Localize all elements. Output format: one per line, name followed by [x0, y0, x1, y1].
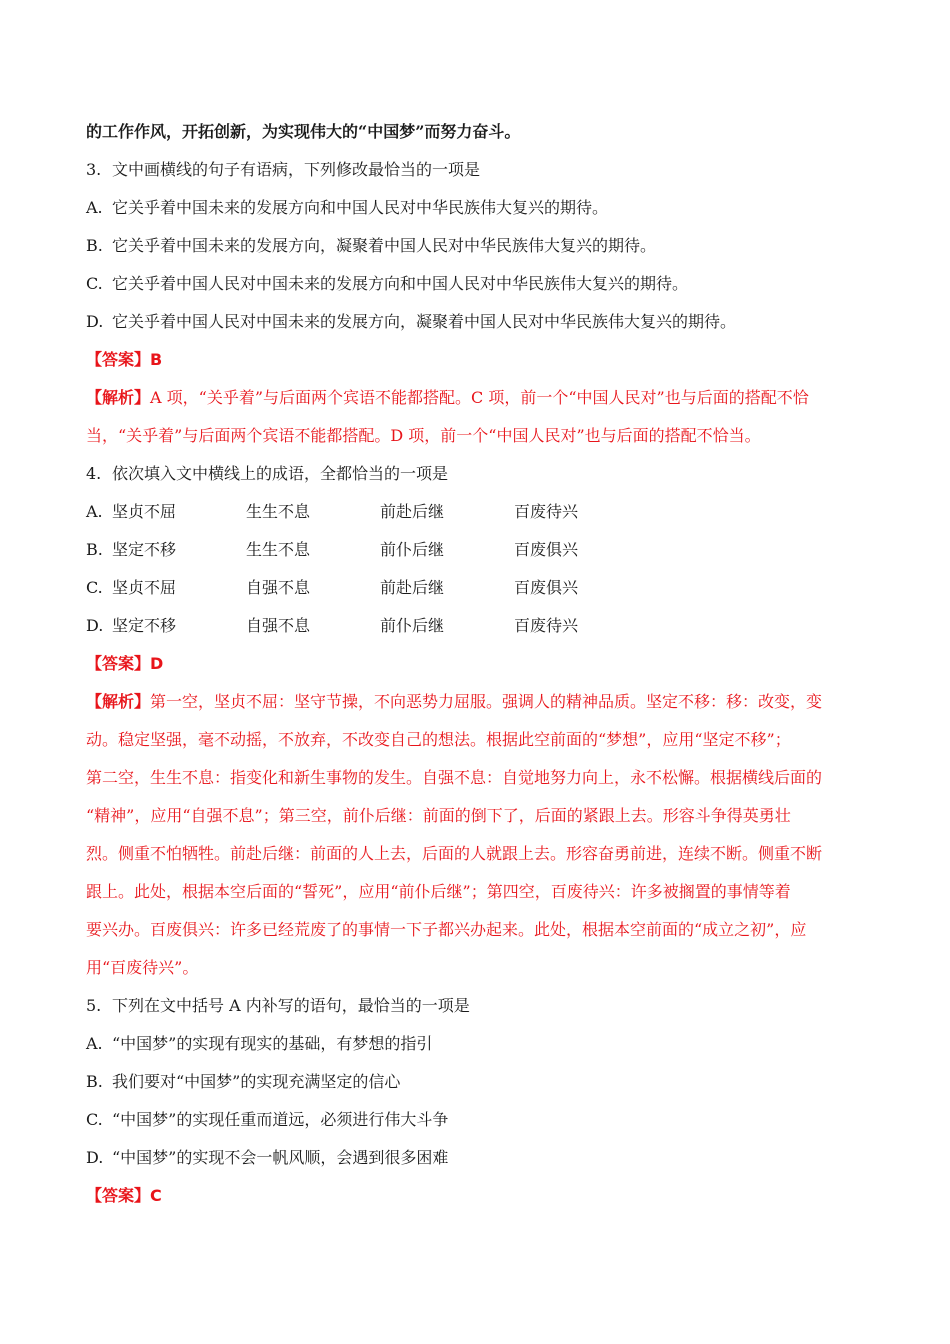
idiom-cell: 生生不息	[246, 502, 311, 521]
option-text: 它关乎着中国未来的发展方向和中国人民对中华民族伟大复兴的期待。	[112, 198, 609, 217]
idiom-cell: 生生不息	[246, 540, 311, 559]
q3-analysis-line-1	[86, 387, 876, 409]
option-letter: A.	[86, 198, 103, 217]
q5-stem	[86, 995, 876, 1017]
option-letter: B.	[86, 1072, 103, 1091]
intro-line: 的工作作风，开拓创新，为实现伟大的“中国梦”而努力奋斗。	[86, 122, 521, 141]
q4-answer	[86, 653, 876, 675]
q5-option-b	[86, 1071, 876, 1093]
idiom-cell: 坚定不移	[112, 616, 177, 635]
q4-analysis-line-2: 动。稳定坚强，毫不动摇，不放弃，不改变自己的想法。根据此空前面的“梦想”，应用“坚定不移”；	[86, 730, 791, 749]
idiom-cell: 坚贞不屈	[112, 578, 177, 597]
q3-option-d	[86, 311, 876, 333]
idiom-cell: 百废俱兴	[514, 540, 579, 559]
idiom-cell: 前仆后继	[380, 616, 445, 635]
q3-stem	[86, 159, 876, 181]
option-text: “中国梦”的实现有现实的基础，有梦想的指引	[112, 1034, 433, 1053]
q3-option-b	[86, 235, 876, 257]
answer-value: D	[150, 654, 164, 673]
option-letter: C.	[86, 274, 103, 293]
option-text: 它关乎着中国人民对中国未来的发展方向，凝聚着中国人民对中华民族伟大复兴的期待。	[112, 312, 737, 331]
q5-answer	[86, 1185, 876, 1207]
option-letter: D.	[86, 312, 104, 331]
q4-analysis-line-8: 用“百废待兴”。	[86, 958, 199, 977]
q4-option-a	[86, 501, 876, 523]
option-text: “中国梦”的实现不会一帆风顺，会遇到很多困难	[112, 1148, 449, 1167]
analysis-text: 第一空，坚贞不屈：坚守节操，不向恶势力屈服。强调人的精神品质。坚定不移：移：改变，变	[150, 692, 823, 711]
idiom-cell: 自强不息	[246, 578, 311, 597]
analysis-tag: 【解析】	[86, 388, 151, 407]
q3-stem-text: 文中画横线的句子有语病，下列修改最恰当的一项是	[112, 160, 481, 179]
q4-analysis-line-5: 烈。侧重不怕牺牲。前赴后继：前面的人上去，后面的人就跟上去。形容奋勇前进，连续不断。侧重不断	[86, 844, 823, 863]
q4-option-b	[86, 539, 876, 561]
q5-option-a	[86, 1033, 876, 1055]
analysis-tag: 【解析】	[86, 692, 151, 711]
q5-number: 5.	[86, 996, 102, 1015]
idiom-cell: 百废待兴	[514, 502, 579, 521]
option-letter: A.	[86, 502, 103, 521]
answer-tag: 【答案】	[86, 1186, 151, 1205]
q4-number: 4.	[86, 464, 102, 483]
idiom-cell: 前赴后继	[380, 578, 445, 597]
idiom-cell: 坚贞不屈	[112, 502, 177, 521]
option-letter: B.	[86, 236, 103, 255]
q4-analysis-line-7: 要兴办。百废俱兴：许多已经荒废了的事情一下子都兴办起来。此处，根据本空前面的“成立之初”，应	[86, 920, 807, 939]
answer-value: B	[150, 350, 163, 369]
analysis-text: A 项，“关乎着”与后面两个宾语不能都搭配。C 项，前一个“中国人民对”也与后面的搭配不恰	[150, 388, 809, 407]
option-letter: D.	[86, 1148, 104, 1167]
option-letter: C.	[86, 578, 103, 597]
idiom-cell: 百废俱兴	[514, 578, 579, 597]
q4-stem	[86, 463, 876, 485]
q3-option-c	[86, 273, 876, 295]
option-letter: A.	[86, 1034, 103, 1053]
q5-option-c	[86, 1109, 876, 1131]
q3-number: 3.	[86, 160, 102, 179]
option-text: 它关乎着中国未来的发展方向，凝聚着中国人民对中华民族伟大复兴的期待。	[112, 236, 657, 255]
q4-analysis-line-6: 跟上。此处，根据本空后面的“誓死”，应用“前仆后继”；第四空，百废待兴：许多被搁置的事情等着	[86, 882, 791, 901]
q4-option-d	[86, 615, 876, 637]
q3-option-a	[86, 197, 876, 219]
idiom-cell: 百废待兴	[514, 616, 579, 635]
option-text: “中国梦”的实现任重而道远，必须进行伟大斗争	[112, 1110, 449, 1129]
idiom-cell: 坚定不移	[112, 540, 177, 559]
option-text: 我们要对“中国梦”的实现充满坚定的信心	[112, 1072, 401, 1091]
idiom-cell: 自强不息	[246, 616, 311, 635]
answer-tag: 【答案】	[86, 654, 151, 673]
option-letter: D.	[86, 616, 104, 635]
q3-analysis-line-2: 当，“关乎着”与后面两个宾语不能都搭配。D 项，前一个“中国人民对”也与后面的搭配不恰当。	[86, 426, 761, 445]
option-letter: B.	[86, 540, 103, 559]
q3-answer	[86, 349, 876, 371]
q5-option-d	[86, 1147, 876, 1169]
q5-stem-text: 下列在文中括号 A 内补写的语句，最恰当的一项是	[112, 996, 470, 1015]
answer-tag: 【答案】	[86, 350, 151, 369]
idiom-cell: 前仆后继	[380, 540, 445, 559]
q4-analysis-line-1	[86, 691, 876, 713]
option-letter: C.	[86, 1110, 103, 1129]
q4-analysis-line-3: 第二空，生生不息：指变化和新生事物的发生。自强不息：自觉地努力向上，永不松懈。根据横线后面的	[86, 768, 823, 787]
answer-value: C	[150, 1186, 162, 1205]
idiom-cell: 前赴后继	[380, 502, 445, 521]
q4-analysis-line-4: “精神”，应用“自强不息”；第三空，前仆后继：前面的倒下了，后面的紧跟上去。形容斗争得英勇壮	[86, 806, 791, 825]
option-text: 它关乎着中国人民对中国未来的发展方向和中国人民对中华民族伟大复兴的期待。	[112, 274, 689, 293]
q4-option-c	[86, 577, 876, 599]
q4-stem-text: 依次填入文中横线上的成语，全都恰当的一项是	[112, 464, 449, 483]
